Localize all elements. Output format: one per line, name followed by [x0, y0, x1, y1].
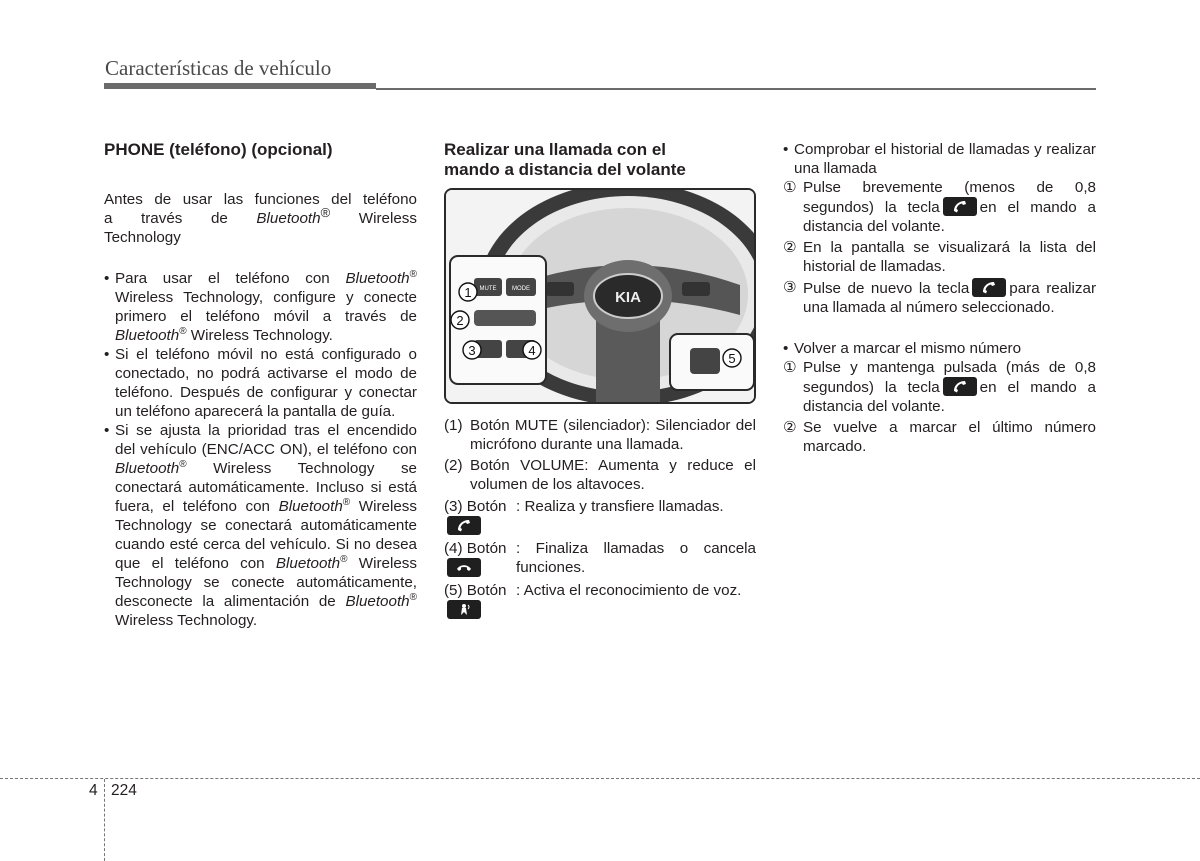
callout-1: 1	[464, 285, 472, 300]
list-item: • Si el teléfono móvil no está configurado o conectado, no podrá activarse el modo de teléfono. Después de configurar y conectar un teléfono aparecerá la pantalla de guía.	[104, 345, 417, 421]
history-step: ③ Pulse de nuevo la tecla para realizar una llamada al número seleccionado.	[783, 279, 1097, 316]
phone-call-icon	[972, 278, 1006, 297]
phone-call-icon	[943, 377, 977, 396]
right-column	[783, 140, 1096, 458]
intro-line-2: a través de Bluetooth® Wireless	[104, 204, 417, 227]
legend-item: (5) Botón : Activa el reconocimiento de voz.	[444, 581, 756, 620]
phone-notes-list	[104, 269, 417, 630]
list-item: • Si se ajusta la prioridad tras el encendido del vehículo (ENC/ACC ON), el teléfono con Bluetooth® Wireless Technology se conectará automáticamente. Incluso si está fuera, el teléfono con Bluetooth® Wireless Technology se conectará automáticamente cuando esté cerca del vehículo. Si no desea que el teléfono con Bluetooth® Wireless Technology se conecte automáticamente, desconecte la alimentación de Bluetooth® Wireless Technology.	[104, 421, 417, 630]
intro-line-3: Technology	[104, 229, 181, 246]
callout-2: 2	[456, 313, 464, 328]
steering-wheel-figure	[444, 188, 756, 404]
list-item: • Para usar el teléfono con Bluetooth® Wireless Technology, configure y conecte primero el teléfono móvil a través de Bluetooth® Wireless Technology.	[104, 269, 417, 345]
redial-section	[783, 339, 1096, 358]
phone-heading: PHONE (teléfono) (opcional)	[104, 140, 333, 159]
mute-button-label: MUTE	[479, 286, 497, 292]
header-rule	[104, 83, 376, 89]
phone-end-icon	[447, 558, 481, 577]
legend-item: (3) Botón : Realiza y transfiere llamadas.	[444, 497, 756, 536]
history-step: ① Pulse brevemente (menos de 0,8 segundos) la tecla en el mando a distancia del volante.	[783, 179, 1096, 235]
voice-recognition-icon	[447, 600, 481, 619]
history-bullet: • Comprobar el historial de llamadas y realizar una llamada	[783, 140, 1096, 178]
redial-step: ② Se vuelve a marcar el último número marcado.	[783, 419, 1096, 455]
footer-divider	[104, 779, 105, 861]
kia-logo: KIA	[615, 289, 641, 306]
phone-call-icon	[447, 516, 481, 535]
steering-wheel-illustration	[446, 190, 754, 402]
mode-button-label: MODE	[512, 286, 530, 292]
remote-call-heading: Realizar una llamada con el mando a distancia del volante	[444, 140, 686, 179]
legend-item: (4) Botón : Finaliza llamadas o cancela funciones.	[444, 540, 756, 576]
legend-item: (1) Botón MUTE (silenciador): Silenciador del micrófono durante una llamada.	[444, 417, 756, 453]
header-rule-thin	[376, 88, 1096, 90]
page-number: 224	[111, 782, 137, 799]
intro-line-1: Antes de usar las funciones del teléfono	[104, 191, 417, 208]
redial-bullet: • Volver a marcar el mismo número	[783, 339, 1096, 358]
history-step: ② En la pantalla se visualizará la lista del historial de llamadas.	[783, 239, 1096, 275]
chapter-number: 4	[89, 782, 98, 799]
legend-item: (2) Botón VOLUME: Aumenta y reduce el volumen de los altavoces.	[444, 457, 756, 493]
volume-rocker	[474, 310, 536, 326]
footer-rule	[0, 778, 1200, 779]
callout-3: 3	[468, 343, 476, 358]
section-title: Características de vehículo	[105, 56, 332, 80]
callout-5: 5	[728, 351, 736, 366]
callout-4: 4	[528, 343, 536, 358]
redial-step: ① Pulse y mantenga pulsada (más de 0,8 segundos) la tecla en el mando a distancia del volante.	[783, 359, 1096, 415]
history-section	[783, 140, 1096, 178]
phone-call-icon	[943, 197, 977, 216]
left-column	[104, 140, 417, 630]
